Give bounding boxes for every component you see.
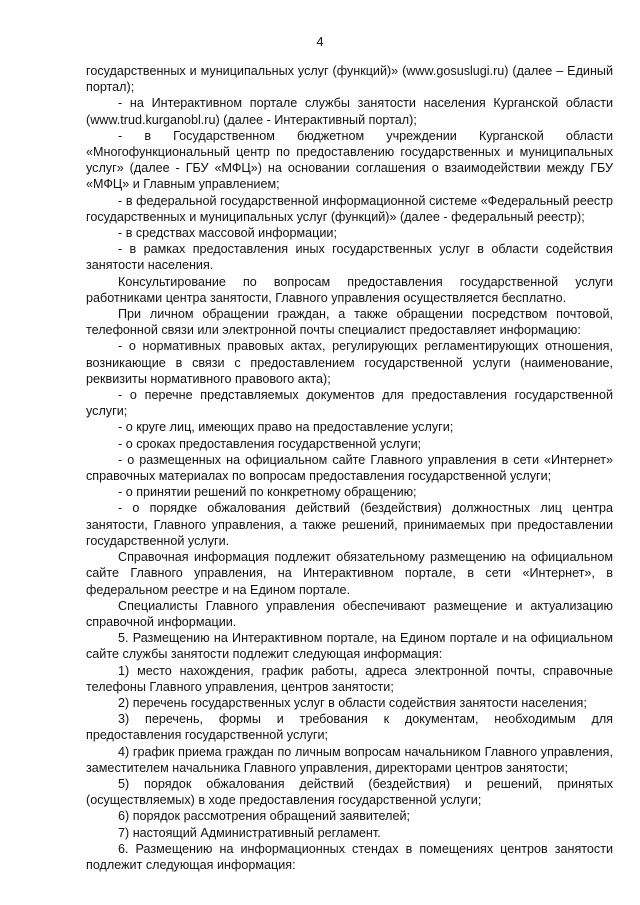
paragraph-numbered-item: 4) график приема граждан по личным вопросам начальником Главного управления, заместителем начальника Главного управления, директорами центров занятости; <box>86 744 613 775</box>
document-body <box>86 63 613 873</box>
paragraph-list-item: - в средствах массовой информации; <box>118 226 337 241</box>
paragraph-continuation: государственных и муниципальных услуг (функций)» (www.gosuslugi.ru) (далее – Единый портал); <box>86 64 613 95</box>
paragraph-section-6: 6. Размещению на информационных стендах в помещениях центров занятости подлежит следующая информация: <box>86 841 613 872</box>
paragraph-list-item: - о перечне представляемых документов для предоставления государственной услуги; <box>86 388 613 419</box>
paragraph-list-item: - о размещенных на официальном сайте Главного управления в сети «Интернет» справочных материалах по вопросам предоставления государственной услуги; <box>86 452 613 484</box>
paragraph-list-item: - о сроках предоставления государственной услуги; <box>118 436 422 451</box>
paragraph-list-item: - в Государственном бюджетном учреждении Курганской области «Многофункциональный центр по предоставлению государственных и муниципальных услуг» (далее - ГБУ «МФЦ») на основании соглашения о взаимодействии между ГБУ «МФЦ» и Главным управлением; <box>86 128 613 192</box>
paragraph-numbered-item: 6) порядок рассмотрения обращений заявителей; <box>118 809 411 824</box>
paragraph: Консультирование по вопросам предоставления государственной услуги работниками центра занятости, Главного управления осуществляется бесплатно. <box>86 274 613 305</box>
paragraph-section-5: 5. Размещению на Интерактивном портале, на Едином портале и на официальном сайте службы занятости подлежит следующая информация: <box>86 631 613 662</box>
paragraph-list-item: - о круге лиц, имеющих право на предоставление услуги; <box>118 420 454 435</box>
paragraph-list-item: - в федеральной государственной информационной системе «Федеральный реестр государственных и муниципальных услуг (функций)» (далее - федеральный реестр); <box>86 193 613 224</box>
paragraph: При личном обращении граждан, а также обращении посредством почтовой, телефонной связи или электронной почты специалист предоставляет информацию: <box>86 307 613 338</box>
paragraph-numbered-item: 1) место нахождения, график работы, адреса электронной почты, справочные телефоны Главного управления, центров занятости; <box>86 663 613 694</box>
paragraph-numbered-item: 2) перечень государственных услуг в области содействия занятости населения; <box>118 695 587 710</box>
paragraph: Справочная информация подлежит обязательному размещению на официальном сайте Главного управления, на Интерактивном портале, в сети «Интернет», в федеральном реестре и на Едином портале. <box>86 550 613 597</box>
paragraph-list-item: - о нормативных правовых актах, регулирующих регламентирующих отношения, возникающие в связи с предоставлением государственной услуги (наименование, реквизиты нормативного правового акта); <box>86 339 613 386</box>
paragraph-numbered-item: 3) перечень, формы и требования к документам, необходимым для предоставления государственной услуги; <box>86 712 613 743</box>
paragraph: Специалисты Главного управления обеспечивают размещение и актуализацию справочной информации. <box>86 598 613 629</box>
paragraph-numbered-item: 7) настоящий Административный регламент. <box>118 825 381 840</box>
paragraph-numbered-item: 5) порядок обжалования действий (бездействия) и решений, принятых (осуществляемых) в ходе предоставления государственной услуги; <box>86 776 613 808</box>
paragraph-list-item: - о порядке обжалования действий (бездействия) должностных лиц центра занятости, Главного управления, а также решений, принимаемых при предоставлении государственной услуги. <box>86 501 613 548</box>
paragraph-list-item: - на Интерактивном портале службы занятости населения Курганской области (www.trud.kurganobl.ru) (далее - Интерактивный портал); <box>86 96 613 127</box>
paragraph-list-item: - о принятии решений по конкретному обращению; <box>118 485 417 500</box>
page-number: 4 <box>316 34 324 49</box>
paragraph-list-item: - в рамках предоставления иных государственных услуг в области содействия занятости населения. <box>86 242 613 273</box>
